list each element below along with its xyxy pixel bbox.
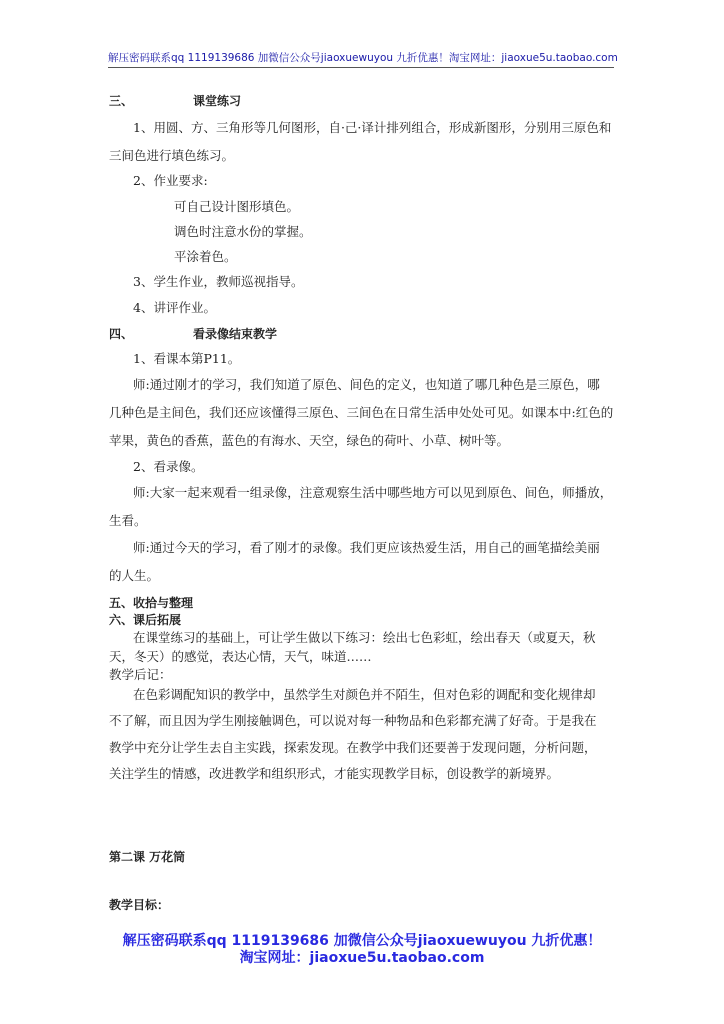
section-3-number: 三、 xyxy=(109,94,134,108)
footer-contact-line: 解压密码联系qq 1119139686 加微信公众号jiaoxuewuyou 九折优惠！ xyxy=(122,933,602,949)
paragraph-line: 调色时注意水份的掌握。 xyxy=(174,224,312,239)
paragraph-line: 关注学生的情感，改进教学和组织形式，才能实现教学目标，创设教学的新境界。 xyxy=(109,766,560,781)
section-4-heading xyxy=(109,325,277,343)
paragraph-line: 几种色是主间色，我们还应该懂得三原色、三间色在日常生活申处处可见。如课本中:红色的 xyxy=(109,405,614,420)
section-3-heading xyxy=(109,92,241,110)
paragraph-line: 1、看课本第P11。 xyxy=(133,351,241,366)
section-3-title: 课堂练习 xyxy=(193,94,242,108)
paragraph-line: 苹果，黄色的香蕉，蓝色的有海水、天空，绿色的荷叶、小草、树叶等。 xyxy=(109,433,510,448)
paragraph-line: 师:大家一起来观看一组录像，注意观察生活中哪些地方可以见到原色、间色，师播放， xyxy=(133,485,613,500)
paragraph-line: 4、讲评作业。 xyxy=(133,300,216,315)
paragraph-line: 不了解，而且因为学生刚接触调色，可以说对每一种物品和色彩都充满了好奇。于是我在 xyxy=(109,713,597,728)
paragraph-line: 在色彩调配知识的教学中，虽然学生对颜色并不陌生，但对色彩的调配和变化规律却 xyxy=(133,687,596,702)
paragraph-line: 生看。 xyxy=(109,513,147,528)
paragraph-line: 2、作业要求: xyxy=(133,173,208,188)
paragraph-line: 在课堂练习的基础上，可让学生做以下练习：绘出七色彩虹，绘出春天（或夏天，秋 xyxy=(133,630,596,645)
paragraph-line: 的人生。 xyxy=(109,568,160,583)
footer-shop-url: 淘宝网址：jiaoxue5u.taobao.com xyxy=(239,950,485,966)
section-5-heading: 五、收拾与整理 xyxy=(109,596,194,610)
paragraph-line: 3、学生作业，教师巡视指导。 xyxy=(133,274,304,289)
paragraph-line: 天，冬天）的感觉，表达心情，天气，味道…… xyxy=(109,649,372,664)
paragraph-line: 师:通过今天的学习，看了刚才的录像。我们更应该热爱生活，用自己的画笔描绘美丽 xyxy=(133,540,600,555)
postscript-label: 教学后记： xyxy=(109,667,172,682)
paragraph-line: 平涂着色。 xyxy=(174,249,237,264)
paragraph-line: 教学中充分让学生去自主实践，探索发现。在教学中我们还要善于发现问题，分析问题， xyxy=(109,740,597,755)
section-4-title: 看录像结束教学 xyxy=(193,327,278,341)
paragraph-line: 1、用圆、方、三角形等几何图形，自·己·译计排列组合，形成新图形，分别用三原色和 xyxy=(133,120,612,135)
paragraph-line: 师:通过刚才的学习，我们知道了原色、间色的定义，也知道了哪几种色是三原色，哪 xyxy=(133,377,600,392)
paragraph-line: 三间色进行填色练习。 xyxy=(109,148,235,163)
lesson-2-title: 第二课 万花筒 xyxy=(109,850,186,864)
paragraph-line: 2、看录像。 xyxy=(133,459,204,474)
page-header-watermark: 解压密码联系qq 1119139686 加微信公众号jiaoxuewuyou 九折优惠！淘宝网址：jiaoxue5u.taobao.com xyxy=(108,50,614,68)
teaching-goal-label: 教学目标： xyxy=(109,898,170,912)
section-4-number: 四、 xyxy=(109,327,134,341)
section-6-heading: 六、课后拓展 xyxy=(109,613,182,627)
paragraph-line: 可自己设计图形填色。 xyxy=(174,199,300,214)
